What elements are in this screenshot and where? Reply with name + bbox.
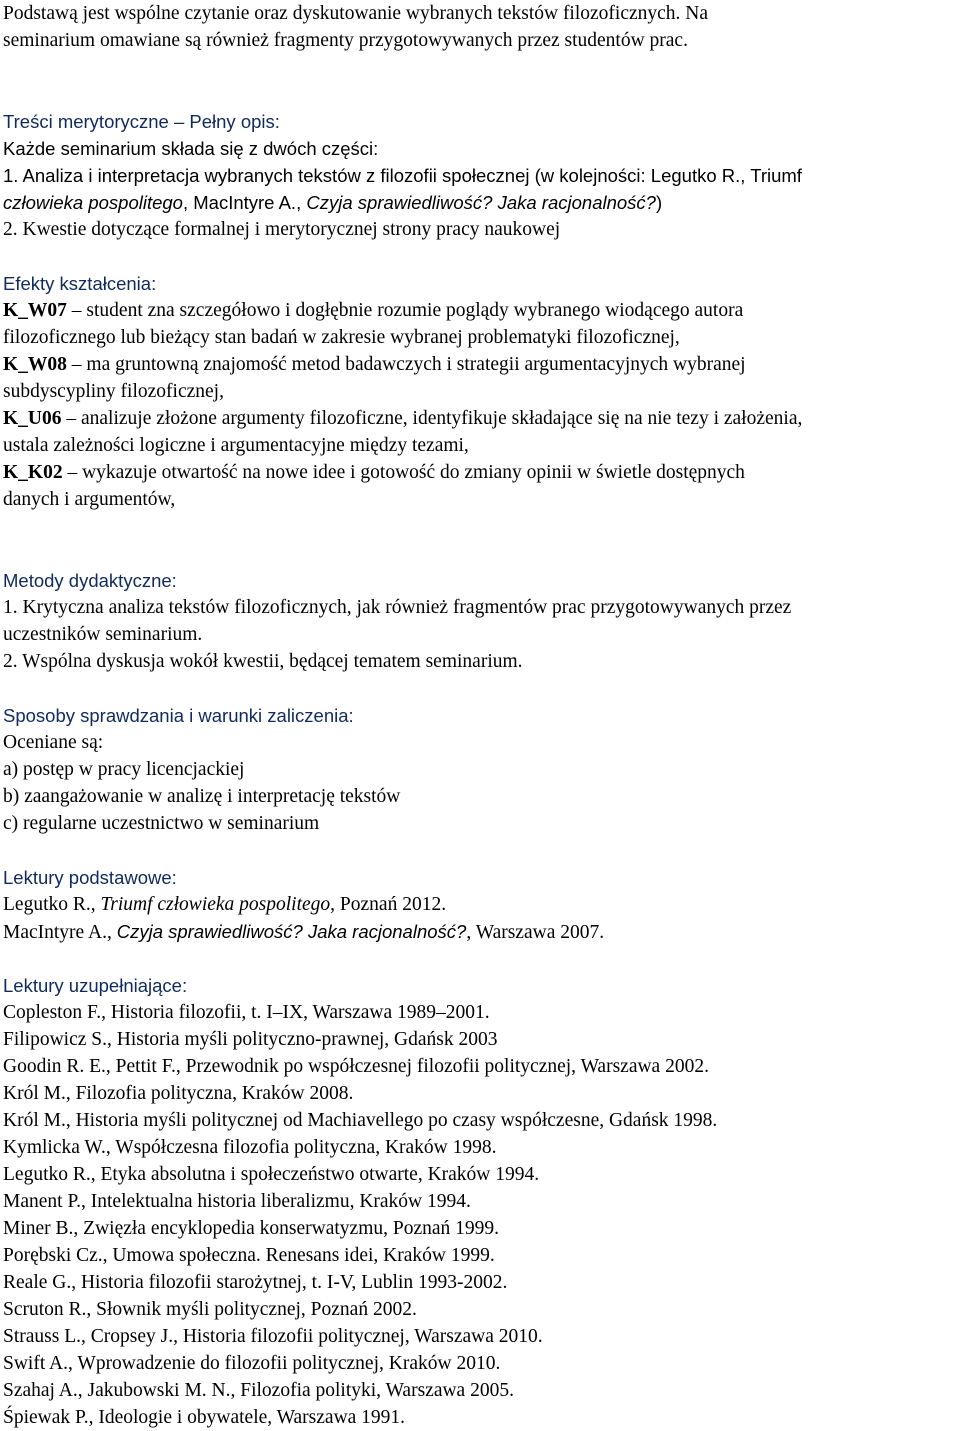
supplementary-reading-heading: Lektury uzupełniające: — [3, 975, 188, 996]
outcome-text: – analizuje złożone argumenty filozoficzne, identyfikuje składające się na nie tezy i założenia, — [61, 408, 803, 429]
outcome-item — [3, 459, 955, 486]
outcome-text: – wykazuje otwartość na nowe idee i gotowość do zmiany opinii w świetle dostępnych — [62, 462, 745, 483]
content-item-1-prefix: 1. Analiza i interpretacja wybranych tekstów z filozofii społecznej (w kolejności: Legutko R., — [3, 165, 751, 186]
supplementary-reading-item: Filipowicz S., Historia myśli polityczno-prawnej, Gdańsk 2003 — [3, 1029, 498, 1050]
supplementary-reading-item: Manent P., Intelektualna historia liberalizmu, Kraków 1994. — [3, 1191, 471, 1212]
supplementary-reading-item: Król M., Historia myśli politycznej od Machiavellego po czasy współczesne, Gdańsk 1998. — [3, 1110, 718, 1131]
content-item-2-num: 2. — [3, 219, 23, 240]
supplementary-reading-item: Scruton R., Słownik myśli politycznej, Poznań 2002. — [3, 1299, 417, 1320]
basic-reading-item — [3, 891, 955, 918]
outcome-item-cont: subdyscypliny filozoficznej, — [3, 381, 224, 402]
reading-author: MacIntyre A., — [3, 922, 117, 943]
content-item-1-title: Triumf — [750, 165, 802, 186]
assessment-item: b) zaangażowanie w analizę i interpretację tekstów — [3, 786, 401, 807]
supplementary-reading-item: Król M., Filozofia polityczna, Kraków 2008. — [3, 1083, 354, 1104]
supplementary-reading-item: Miner B., Zwięzła encyklopedia konserwatyzmu, Poznań 1999. — [3, 1218, 500, 1239]
intro-line-1: Podstawą jest wspólne czytanie oraz dyskutowanie wybranych tekstów filozoficznych. Na — [3, 3, 709, 24]
outcome-item-cont: filozoficznego lub bieżący stan badań w zakresie wybranej problematyki filozoficznej, — [3, 327, 680, 348]
supplementary-reading-item: Swift A., Wprowadzenie do filozofii politycznej, Kraków 2010. — [3, 1353, 501, 1374]
supplementary-reading-item: Śpiewak P., Ideologie i obywatele, Warszawa 1991. — [3, 1407, 406, 1428]
assessment-intro: Oceniane są: — [3, 732, 104, 753]
outcome-code: K_W07 — [3, 300, 67, 321]
content-item-2-text: Kwestie dotyczące formalnej i merytorycznej strony pracy naukowej — [22, 219, 561, 240]
outcome-item — [3, 351, 955, 378]
reading-title: Triumf człowieka pospolitego — [100, 894, 331, 915]
outcome-item — [3, 405, 955, 432]
reading-rest: , Warszawa 2007. — [466, 922, 605, 943]
methods-heading: Metody dydaktyczne: — [3, 570, 177, 591]
assessment-item: c) regularne uczestnictwo w seminarium — [3, 813, 320, 834]
content-heading: Treści merytoryczne – Pełny opis: — [3, 111, 280, 132]
supplementary-reading-item: Reale G., Historia filozofii starożytnej, t. I-V, Lublin 1993-2002. — [3, 1272, 508, 1293]
outcomes-list — [3, 297, 955, 513]
content-item-1-title3: Czyja sprawiedliwość? Jaka racjonalność? — [306, 192, 656, 213]
intro-line-2: seminarium omawiane są również fragmenty przygotowywanych przez studentów prac. — [3, 30, 688, 51]
basic-reading-heading: Lektury podstawowe: — [3, 867, 177, 888]
supplementary-reading-item: Copleston F., Historia filozofii, t. I–IX, Warszawa 1989–2001. — [3, 1002, 490, 1023]
document — [3, 0, 955, 1431]
content-item-2 — [3, 216, 955, 243]
supplementary-reading-list — [3, 999, 955, 1431]
outcome-code: K_W08 — [3, 354, 67, 375]
outcome-item — [3, 297, 955, 324]
methods-line-1: 1. Krytyczna analiza tekstów filozoficznych, jak również fragmentów prac przygotowywanych przez — [3, 597, 792, 618]
supplementary-reading-item: Kymlicka W., Współczesna filozofia polityczna, Kraków 1998. — [3, 1137, 497, 1158]
content-item-1 — [3, 162, 955, 189]
supplementary-reading-item: Strauss L., Cropsey J., Historia filozofii politycznej, Warszawa 2010. — [3, 1326, 543, 1347]
content-item-1-mid: , MacIntyre A., — [182, 192, 307, 213]
supplementary-reading-item: Porębski Cz., Umowa społeczna. Renesans idei, Kraków 1999. — [3, 1245, 495, 1266]
outcome-code: K_U06 — [3, 408, 62, 429]
reading-rest: , Poznań 2012. — [330, 894, 447, 915]
methods-line-2: uczestników seminarium. — [3, 624, 203, 645]
outcomes-heading: Efekty kształcenia: — [3, 273, 157, 294]
assessment-heading: Sposoby sprawdzania i warunki zaliczenia: — [3, 705, 354, 726]
supplementary-reading-item: Szahaj A., Jakubowski M. N., Filozofia polityki, Warszawa 2005. — [3, 1380, 514, 1401]
content-item-1-cont — [3, 189, 955, 216]
basic-reading-item — [3, 918, 955, 945]
content-item-1-end: ) — [655, 192, 663, 213]
content-line-1: Każde seminarium składa się z dwóch części: — [3, 138, 379, 159]
reading-author: Legutko R., — [3, 894, 101, 915]
supplementary-reading-item: Legutko R., Etyka absolutna i społeczeństwo otwarte, Kraków 1994. — [3, 1164, 540, 1185]
outcome-item-cont: ustala zależności logiczne i argumentacyjne między tezami, — [3, 435, 469, 456]
reading-title: Czyja sprawiedliwość? Jaka racjonalność? — [116, 921, 467, 942]
content-item-1-title2: człowieka pospolitego — [3, 192, 183, 213]
outcome-text: – ma gruntowną znajomość metod badawczych i strategii argumentacyjnych wybranej — [66, 354, 746, 375]
outcome-text: – student zna szczegółowo i dogłębnie rozumie poglądy wybranego wiodącego autora — [66, 300, 744, 321]
assessment-item: a) postęp w pracy licencjackiej — [3, 759, 245, 780]
outcome-item-cont: danych i argumentów, — [3, 489, 176, 510]
supplementary-reading-item: Goodin R. E., Pettit F., Przewodnik po współczesnej filozofii politycznej, Warszawa 2002. — [3, 1056, 709, 1077]
methods-line-3: 2. Wspólna dyskusja wokół kwestii, będącej tematem seminarium. — [3, 651, 523, 672]
outcome-code: K_K02 — [3, 462, 63, 483]
